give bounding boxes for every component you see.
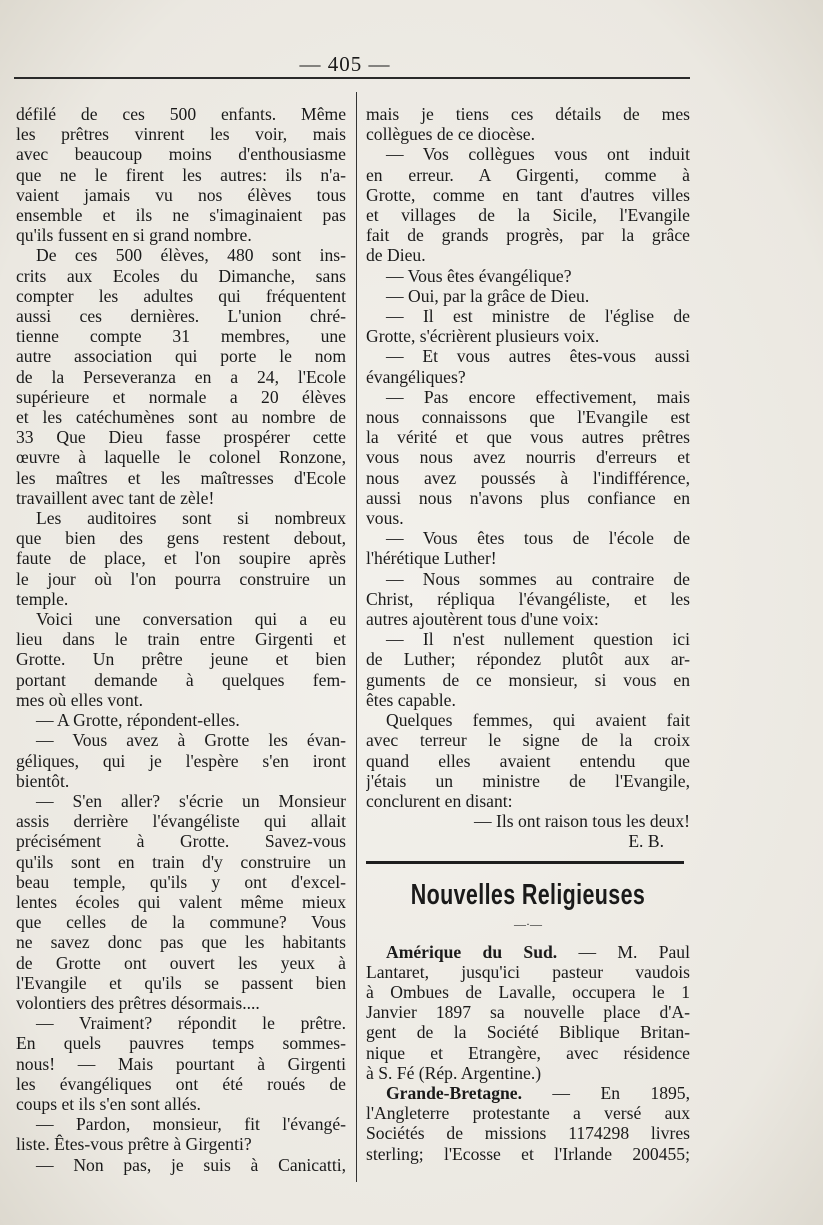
text-line: en erreur. A Girgenti, comme à: [366, 164, 690, 185]
column-divider: [356, 92, 357, 1182]
text-line: géliques, qui je l'espère s'en iront: [16, 750, 346, 771]
text-line: En quels pauvres temps sommes-: [16, 1033, 346, 1054]
text-line: vous nous avez nourris d'erreurs et: [366, 447, 690, 468]
text-line: quand elles avaient entendu que: [366, 750, 690, 771]
text-line: ne savez donc pas que les habitants: [16, 932, 346, 953]
text-line: vous.: [366, 508, 404, 529]
text-line: l'Evangile et qu'ils se passent bien: [16, 972, 346, 993]
text-line: tienne compte 31 membres, une: [16, 326, 346, 347]
text-line: que ne le firent les autres: ils n'a-: [16, 164, 346, 185]
text-line: et villages de la Sicile, l'Evangile: [366, 205, 690, 226]
text-line: travaillent avec tant de zèle!: [16, 487, 215, 508]
text-line: que bien des gens restent debout,: [16, 528, 346, 549]
text-line: — Il n'est nullement question ici: [386, 629, 690, 650]
text-line: 33 Que Dieu fasse prospérer cette: [16, 427, 346, 448]
header-rule: [14, 77, 690, 79]
text-line: Christ, répliqua l'évangéliste, et les: [366, 588, 690, 609]
text-line: vaient jamais vu nos élèves tous: [16, 184, 346, 205]
text-line: compter les adultes qui fréquentent: [16, 285, 346, 306]
text-line: guments de ce monsieur, si vous en: [366, 669, 690, 690]
text-line: Grotte, comme en tant d'autres villes: [366, 184, 690, 205]
text-line: Lantaret, jusqu'ici pasteur vaudois: [366, 961, 690, 982]
text-line: que celles de la commune? Vous: [16, 912, 346, 933]
text-line: les évangéliques ont été roués de: [16, 1073, 346, 1094]
text-line: lentes écoles qui valent même mieux: [16, 891, 346, 912]
text-line: — Vraiment? répondit le prêtre.: [36, 1013, 346, 1034]
text-line: Grotte, s'écrièrent plusieurs voix.: [366, 326, 600, 347]
section-title: Nouvelles Religieuses: [410, 878, 646, 911]
text-line: autres ajoutèrent tous d'une voix:: [366, 609, 599, 630]
text-line: le jour où l'on pourra construire un: [16, 568, 346, 589]
news-items: [366, 942, 690, 1164]
text-line: l'Angleterre protestante a versé aux: [366, 1103, 690, 1124]
text-line: qu'ils sont en train d'y construire un: [16, 851, 346, 872]
text-line: à S. Fé (Rép. Argentine.): [366, 1062, 542, 1083]
text-line: collègues de ce diocèse.: [366, 124, 536, 145]
author-signature: E. B.: [628, 831, 664, 852]
text-line: beau temple, qu'ils y ont d'excel-: [16, 871, 346, 892]
page-number: — 405 —: [299, 52, 391, 76]
text-line: sterling; l'Ecosse et l'Irlande 200455;: [366, 1143, 690, 1164]
text-line: portant demande à quelques fem-: [16, 669, 346, 690]
text-line: Les auditoires sont si nombreux: [36, 508, 346, 529]
news-item-first-line: [366, 1083, 690, 1103]
article-continuation: [366, 104, 690, 831]
section-rule: [366, 861, 684, 864]
news-item-heading: Grande-Bretagne.: [386, 1082, 523, 1103]
text-line: Quelques femmes, qui avaient fait: [386, 710, 690, 731]
text-line: nous connaissons que l'Evangile est: [366, 407, 690, 428]
text-line: qu'ils fussent en si grand nombre.: [16, 225, 252, 246]
text-line: volontiers des prêtres désormais....: [16, 992, 260, 1013]
text-line: aussi nous n'avons plus confiance en: [366, 487, 690, 508]
text-line: — Et vous autres êtes-vous aussi: [386, 346, 690, 367]
text-line: — Il est ministre de l'église de: [386, 306, 690, 327]
text-line: avec terreur le signe de la croix: [366, 730, 690, 751]
text-line: assis derrière l'évangéliste qui allait: [16, 811, 346, 832]
text-line: précisément à Grotte. Savez-vous: [16, 831, 346, 852]
text-line: crits aux Ecoles du Dimanche, sans: [16, 265, 346, 286]
text-run: — M. Paul: [557, 941, 690, 962]
text-line: Voici une conversation qui a eu: [36, 609, 346, 630]
text-line: — Pardon, monsieur, fit l'évangé-: [36, 1114, 346, 1135]
text-line: — Oui, par la grâce de Dieu.: [386, 285, 590, 306]
text-line: avec beaucoup moins d'enthousiasme: [16, 144, 346, 165]
title-ornament: —·—: [514, 916, 542, 931]
text-line: l'hérétique Luther!: [366, 548, 497, 569]
text-line: j'étais un ministre de l'Evangile,: [366, 770, 690, 791]
text-line: conclurent en disant:: [366, 790, 513, 811]
text-line: de la Perseveranza en a 24, l'Ecole: [16, 366, 346, 387]
text-line: supérieure et normale a 20 élèves: [16, 386, 346, 407]
text-line: lieu dans le train entre Girgenti et: [16, 629, 346, 650]
text-line: faute de place, et l'on soupire après: [16, 548, 346, 569]
text-line: De ces 500 élèves, 480 sont ins-: [36, 245, 346, 266]
text-line: coups et ils s'en sont allés.: [16, 1093, 201, 1114]
text-line: bientôt.: [16, 770, 70, 791]
left-column: [16, 104, 346, 1175]
text-line: autre association qui porte le nom: [16, 346, 346, 367]
text-line: défilé de ces 500 enfants. Même: [16, 104, 346, 124]
text-line: — Vous êtes évangélique?: [386, 265, 572, 286]
text-line: — Vous avez à Grotte les évan-: [36, 730, 346, 751]
text-line: fait de grands progrès, par la grâce: [366, 225, 690, 246]
text-line: œuvre à laquelle le colonel Ronzone,: [16, 447, 346, 468]
text-run: — En 1895,: [522, 1082, 690, 1103]
text-line: nous avez poussés à l'indifférence,: [366, 467, 690, 488]
text-line: liste. Êtes-vous prêtre à Girgenti?: [16, 1134, 252, 1155]
text-line: — Vos collègues vous ont induit: [386, 144, 690, 165]
text-line: — Ils ont raison tous les deux!: [474, 811, 690, 832]
text-line: Sociétés de missions 1174298 livres: [366, 1123, 690, 1144]
text-line: de Dieu.: [366, 245, 426, 266]
text-line: de Luther; répondez plutôt aux ar-: [366, 649, 690, 670]
text-line: — Pas encore effectivement, mais: [386, 386, 690, 407]
text-line: de Grotte ont ouvert les yeux à: [16, 952, 346, 973]
text-line: — Vous êtes tous de l'école de: [386, 528, 690, 549]
text-line: aussi ces dernières. L'union chré-: [16, 306, 346, 327]
text-line: ensemble et ils ne s'imaginaient pas: [16, 205, 346, 226]
text-line: Janvier 1897 sa nouvelle place d'A-: [366, 1002, 690, 1023]
text-line: êtes capable.: [366, 689, 456, 710]
text-line: les prêtres vinrent les voir, mais: [16, 124, 346, 145]
text-line: — A Grotte, répondent-elles.: [36, 710, 240, 731]
text-line: les maîtres et les maîtresses d'Ecole: [16, 467, 346, 488]
text-line: temple.: [16, 588, 69, 609]
news-item-first-line: [366, 942, 690, 962]
news-item-heading: Amérique du Sud.: [386, 941, 558, 962]
text-line: — S'en aller? s'écrie un Monsieur: [36, 790, 346, 811]
text-line: — Non pas, je suis à Canicatti,: [36, 1154, 346, 1175]
text-line: gent de la Société Biblique Britan-: [366, 1022, 690, 1043]
text-line: — Nous sommes au contraire de: [386, 568, 690, 589]
text-line: à Ombues de Lavalle, occupera le 1: [366, 981, 690, 1002]
text-line: nique et Etrangère, avec résidence: [366, 1042, 690, 1063]
text-line: évangéliques?: [366, 366, 466, 387]
text-line: Grotte. Un prêtre jeune et bien: [16, 649, 346, 670]
text-line: mes où elles vont.: [16, 689, 144, 710]
text-line: nous! — Mais pourtant à Girgenti: [16, 1053, 346, 1074]
text-line: et les catéchumènes sont au nombre de: [16, 407, 346, 428]
right-column: [366, 104, 690, 1164]
text-line: la vérité et que vous autres prêtres: [366, 427, 690, 448]
text-line: mais je tiens ces détails de mes: [366, 104, 690, 124]
